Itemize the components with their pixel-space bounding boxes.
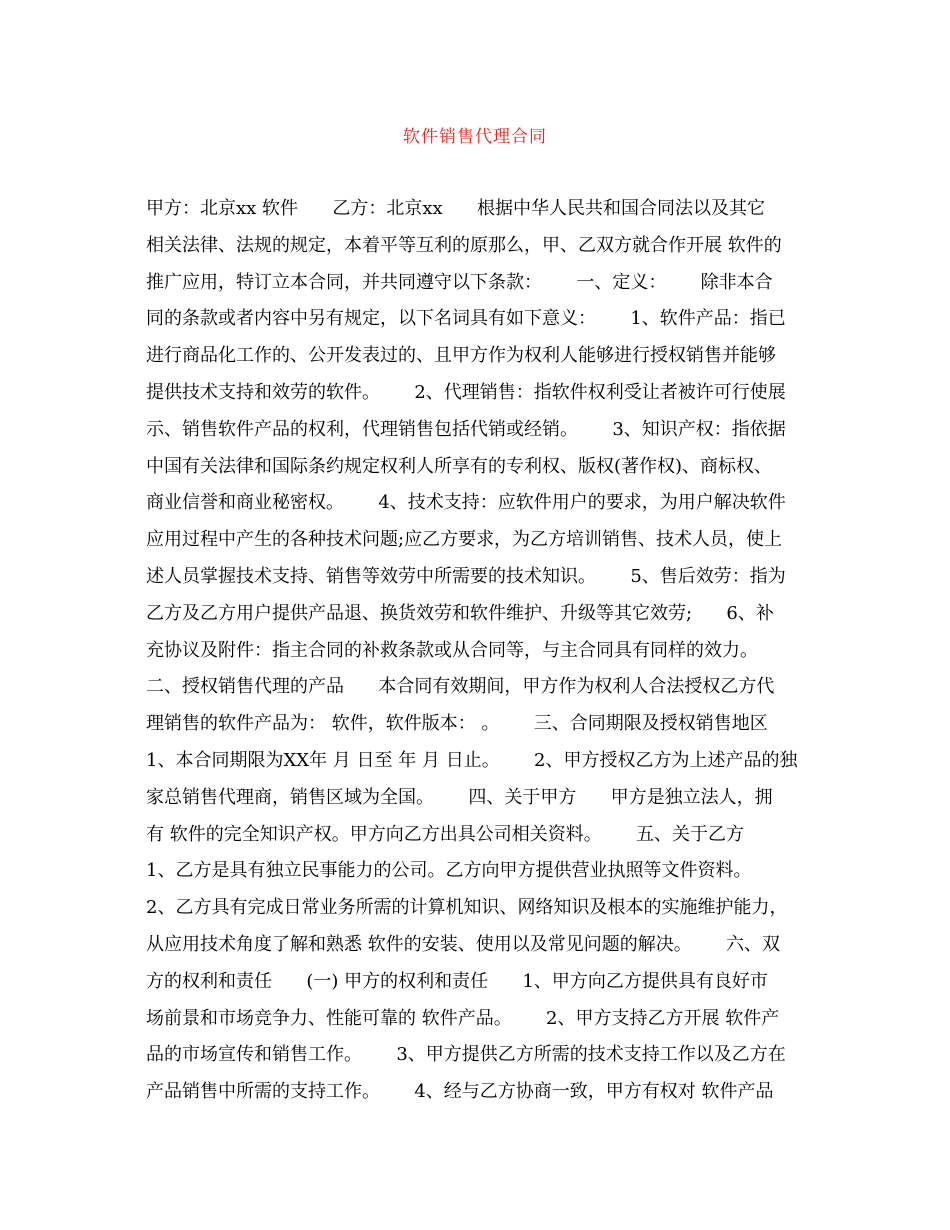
contract-body — [146, 191, 826, 1111]
body-line-8: 中国有关法律和国际条约规定权利人所享有的专利权、版权(著作权)、商标权、 — [146, 455, 773, 477]
body-line-18: 有 软件的完全知识产权。甲方向乙方出具公司相关资料。 五、关于乙方 — [146, 823, 745, 845]
body-line-6: 提供技术支持和效劳的软件。 2、代理销售：指软件权利受让者被许可行使展 — [146, 381, 786, 403]
body-line-3: 推广应用，特订立本合同，并共同遵守以下条款： 一、定义： 除非本合 — [146, 271, 773, 293]
body-line-21: 从应用技术角度了解和熟悉 软件的安装、使用以及常见问题的解决。 六、双 — [146, 933, 781, 955]
body-line-11: 述人员掌握技术支持、销售等效劳中所需要的技术知识。 5、售后效劳：指为 — [146, 565, 786, 587]
body-line-15: 理销售的软件产品为： 软件，软件版本： 。 三、合同期限及授权销售地区 — [146, 713, 768, 735]
body-line-14: 二、授权销售代理的产品 本合同有效期间，甲方作为权利人合法授权乙方代 — [146, 676, 775, 698]
body-line-24: 品的市场宣传和销售工作。 3、甲方提供乙方所需的技术支持工作以及乙方在 — [146, 1044, 786, 1066]
body-line-5: 进行商品化工作的、公开发表过的、且甲方作为权利人能够进行授权销售并能够 — [146, 345, 776, 367]
body-line-25: 产品销售中所需的支持工作。 4、经与乙方协商一致，甲方有权对 软件产品 — [146, 1081, 774, 1103]
body-line-1: 甲方：北京xx 软件 乙方：北京xx 根据中华人民共和国合同法以及其它 — [146, 198, 765, 219]
body-line-13: 充协议及附件：指主合同的补救条款或从合同等，与主合同具有同样的效力。 — [146, 639, 758, 661]
body-line-7: 示、销售软件产品的权利，代理销售包括代销或经销。 3、知识产权：指依据 — [146, 418, 786, 440]
body-line-4: 同的条款或者内容中另有规定，以下名词具有如下意义： 1、软件产品：指已 — [146, 308, 786, 330]
body-line-20: 2、乙方具有完成日常业务所需的计算机知识、网络知识及根本的实施维护能力， — [146, 897, 788, 919]
body-line-10: 应用过程中产生的各种技术问题;应乙方要求，为乙方培训销售、技术人员，使上 — [146, 529, 783, 551]
body-line-23: 场前景和市场竞争力、性能可靠的 软件产品。 2、甲方支持乙方开展 软件产 — [146, 1007, 780, 1029]
body-line-16: 1、本合同期限为XX年 月 日至 年 月 日止。 2、甲方授权乙方为上述产品的独 — [146, 749, 798, 771]
document-title: 软件销售代理合同 — [403, 127, 547, 147]
body-line-17: 家总销售代理商，销售区域为全国。 四、关于甲方 甲方是独立法人，拥 — [146, 786, 773, 808]
body-line-2: 相关法律、法规的规定，本着平等互利的原那么，甲、乙双方就合作开展 软件的 — [146, 234, 782, 256]
body-line-12: 乙方及乙方用户提供产品退、换货效劳和软件维护、升级等其它效劳; 6、补 — [146, 602, 774, 624]
body-line-22: 方的权利和责任 (一) 甲方的权利和责任 1、甲方向乙方提供具有良好市 — [146, 970, 768, 992]
body-line-9: 商业信誉和商业秘密权。 4、技术支持：应软件用户的要求，为用户解决软件 — [146, 492, 786, 514]
body-line-19: 1、乙方是具有独立民事能力的公司。乙方向甲方提供营业执照等文件资料。 — [146, 860, 752, 882]
